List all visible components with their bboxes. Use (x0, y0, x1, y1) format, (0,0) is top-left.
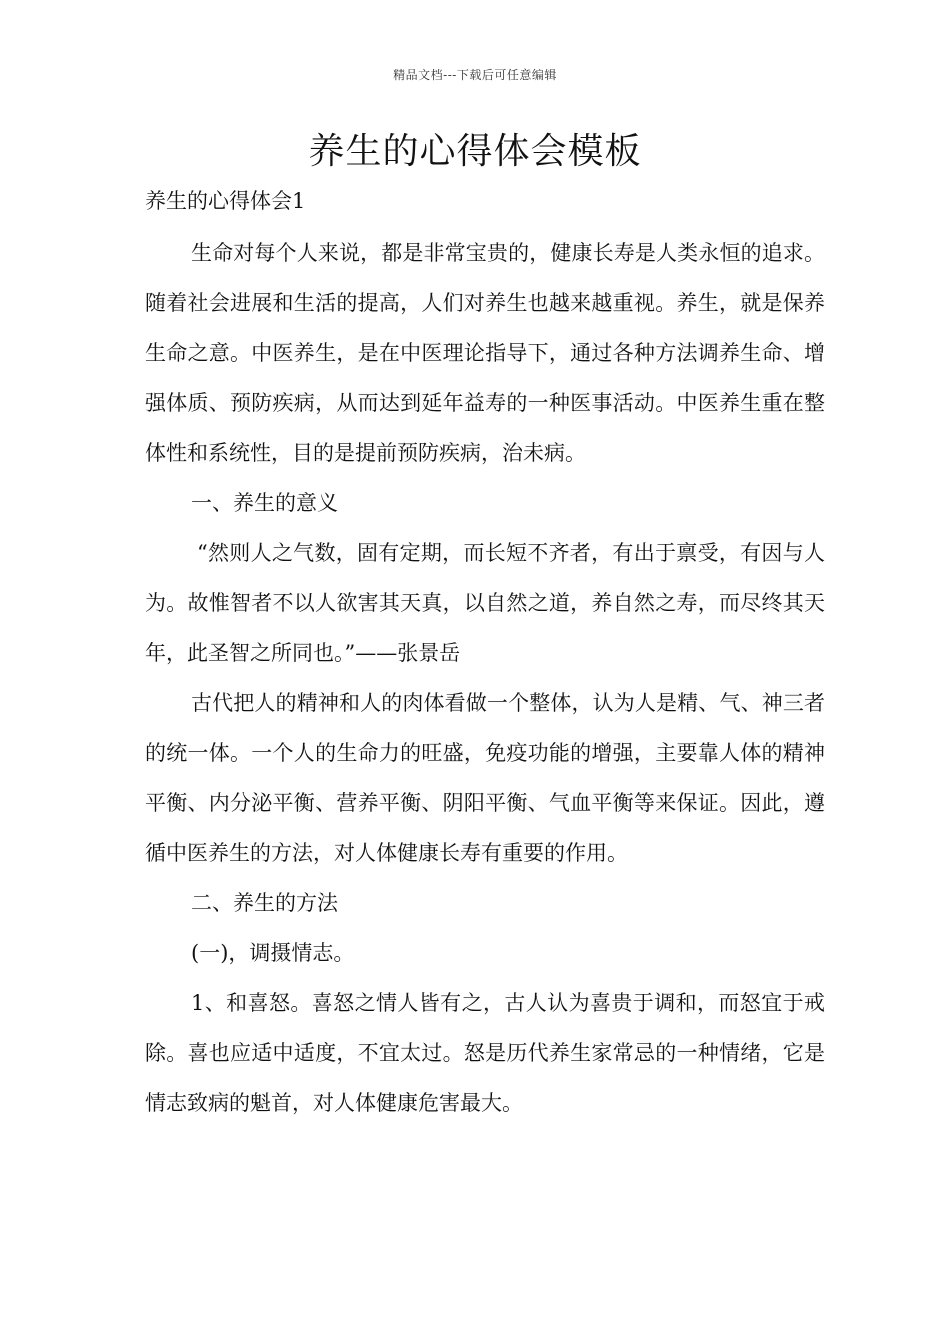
section-subtitle: 养生的心得体会1 (145, 189, 306, 213)
heading-significance: 一、养生的意义 (191, 491, 338, 515)
document-body (145, 186, 825, 1128)
document-title: 养生的心得体会模板 (308, 131, 642, 172)
intro-paragraph: 生命对每个人来说，都是非常宝贵的，健康长寿是人类永恒的追求。随着社会进展和生活的提高，人们对养生也越来越重视。养生，就是保养生命之意。中医养生，是在中医理论指导下，通过各种方法调养生命、增强体质、预防疾病，从而达到延年益寿的一种医事活动。中医养生重在整体性和系统性，目的是提前预防疾病，治未病。 (145, 241, 825, 465)
header-note: 精品文档---下载后可任意编辑 (393, 68, 557, 82)
heading-methods: 二、养生的方法 (191, 891, 338, 915)
quote-paragraph: “然则人之气数，固有定期，而长短不齐者，有出于禀受，有因与人为。故惟智者不以人欲害其天真，以自然之道，养自然之寿，而尽终其天年，此圣智之所同也。”——张景岳 (145, 541, 825, 665)
subheading-emotions: (一)，调摄情志。 (191, 941, 355, 965)
body-paragraph: 古代把人的精神和人的肉体看做一个整体，认为人是精、气、神三者的统一体。一个人的生命力的旺盛，免疫功能的增强，主要靠人体的精神平衡、内分泌平衡、营养平衡、阴阳平衡、气血平衡等来保证。因此，遵循中医养生的方法，对人体健康长寿有重要的作用。 (145, 691, 825, 865)
body-paragraph: 1、和喜怒。喜怒之情人皆有之，古人认为喜贵于调和，而怒宜于戒除。喜也应适中适度，不宜太过。怒是历代养生家常忌的一种情绪，它是情志致病的魁首，对人体健康危害最大。 (145, 991, 825, 1115)
